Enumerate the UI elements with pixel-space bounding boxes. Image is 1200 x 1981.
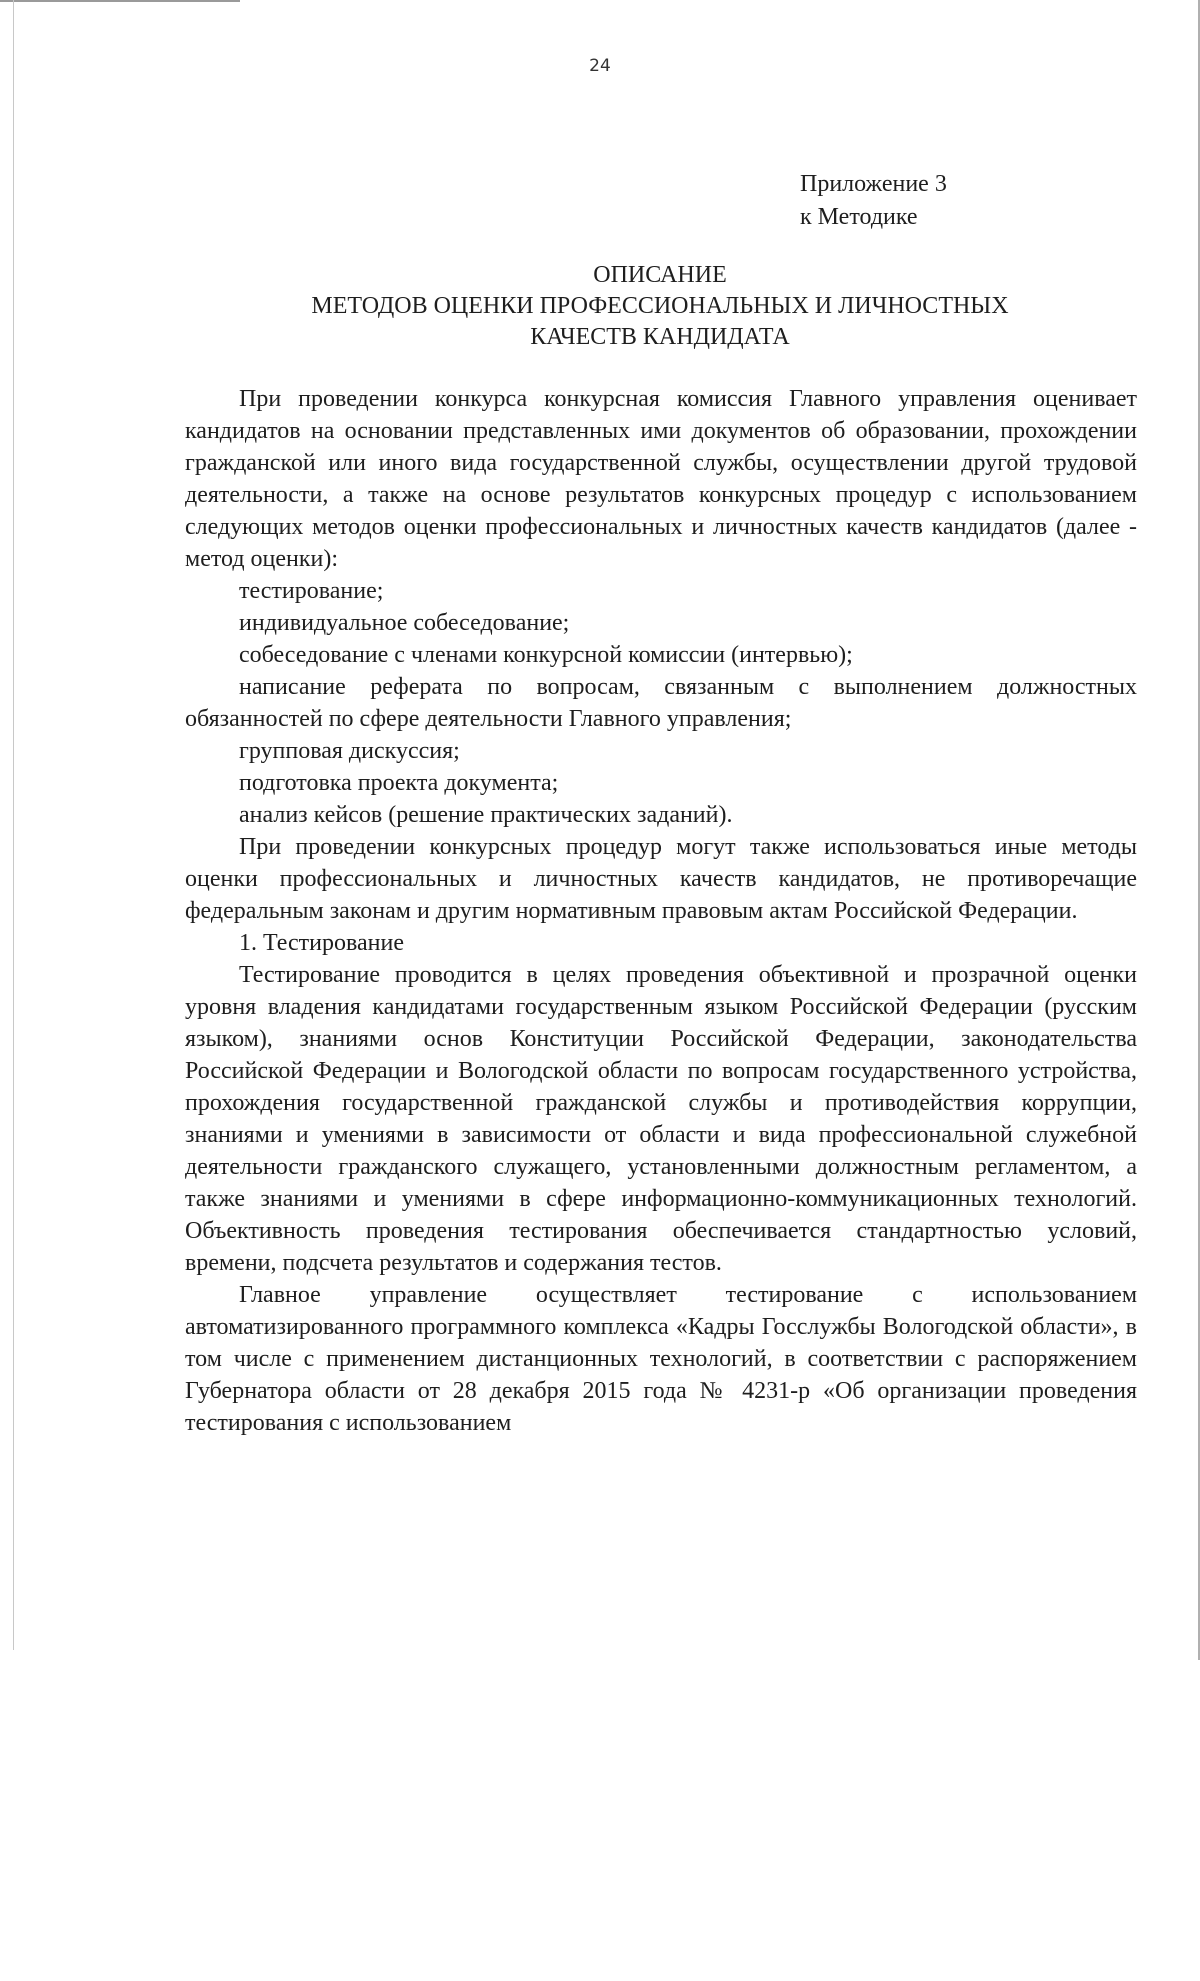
- other-methods-paragraph: При проведении конкурсных процедур могут также использоваться иные методы оценки профессиональных и личностных качеств кандидатов, не противоречащие федеральным законам и другим нормативным правовым актам Российской Федерации.: [185, 834, 1137, 924]
- method-item-3: собеседование с членами конкурсной комиссии (интервью);: [239, 642, 853, 668]
- method-item-7: анализ кейсов (решение практических заданий).: [239, 802, 733, 828]
- method-item-5: групповая дискуссия;: [239, 738, 460, 764]
- appendix-line-1: Приложение 3: [800, 171, 947, 197]
- document-body: [185, 383, 1137, 1439]
- appendix-note: [800, 168, 1140, 234]
- document-title: [180, 260, 1140, 353]
- page-number: 24: [589, 56, 611, 76]
- title-line-3: КАЧЕСТВ КАНДИДАТА: [530, 324, 790, 350]
- section-1-paragraph-2: Главное управление осуществляет тестирование с использованием автоматизированного программного комплекса «Кадры Госслужбы Вологодской области», в том числе с применением дистанционных технологий, в соответствии с распоряжением Губернатора области от 28 декабря 2015 года № 4231-р «Об организации проведения тестирования с использованием: [185, 1282, 1137, 1436]
- section-1-paragraph-1: Тестирование проводится в целях проведения объективной и прозрачной оценки уровня владения кандидатами государственным языком Российской Федерации (русским языком), знаниями основ Конституции Российской Федерации, законодательства Российской Федерации и Вологодской области по вопросам государственного устройства, прохождения государственной гражданской службы и противодействия коррупции, знаниями и умениями в зависимости от области и вида профессиональной служебной деятельности гражданского служащего, установленными должностным регламентом, а также знаниями и умениями в сфере информационно-коммуникационных технологий. Объективность проведения тестирования обеспечивается стандартностью условий, времени, подсчета результатов и содержания тестов.: [185, 962, 1137, 1276]
- title-line-2: МЕТОДОВ ОЦЕНКИ ПРОФЕССИОНАЛЬНЫХ И ЛИЧНОСТНЫХ: [311, 293, 1009, 319]
- title-line-1: ОПИСАНИЕ: [593, 262, 727, 288]
- method-item-1: тестирование;: [239, 578, 384, 604]
- scan-edge-top: [0, 0, 240, 2]
- method-item-4: написание реферата по вопросам, связанным с выполнением должностных обязанностей по сфере деятельности Главного управления;: [185, 674, 1137, 732]
- method-item-6: подготовка проекта документа;: [239, 770, 559, 796]
- scan-edge-left: [13, 0, 14, 1650]
- appendix-line-2: к Методике: [800, 204, 918, 230]
- section-1-heading: 1. Тестирование: [239, 930, 404, 956]
- intro-paragraph: При проведении конкурса конкурсная комиссия Главного управления оценивает кандидатов на основании представленных ими документов об образовании, прохождении гражданской или иного вида государственной службы, осуществлении другой трудовой деятельности, а также на основе результатов конкурсных процедур с использованием следующих методов оценки профессиональных и личностных качеств кандидатов (далее - метод оценки):: [185, 386, 1137, 572]
- method-item-2: индивидуальное собеседование;: [239, 610, 570, 636]
